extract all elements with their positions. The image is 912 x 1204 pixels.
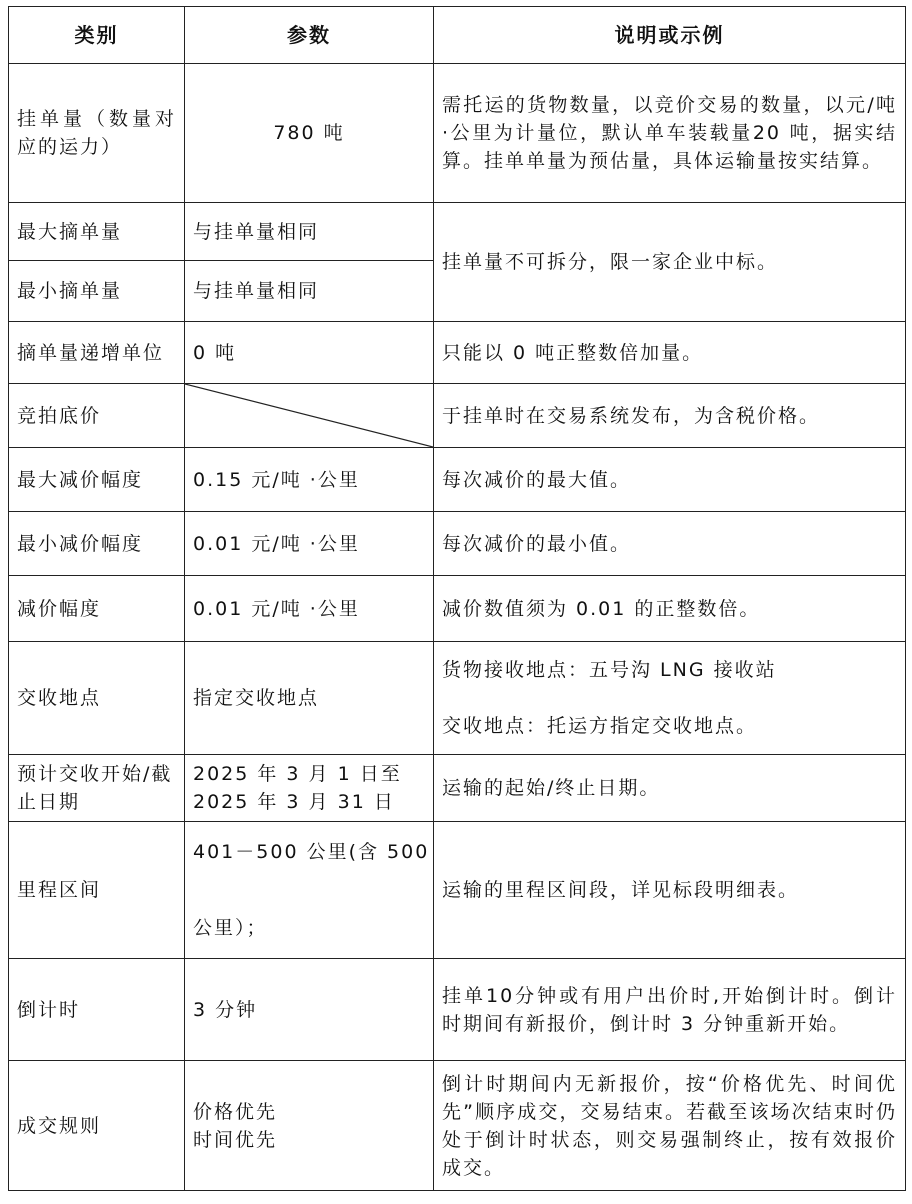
table-row xyxy=(9,576,906,642)
table-row xyxy=(9,1061,906,1191)
parameter-cell: 3 分钟 xyxy=(185,959,434,1061)
description-cell xyxy=(434,642,906,755)
description-cell: 挂单10分钟或有用户出价时,开始倒计时。倒计时期间有新报价，倒计时 3 分钟重新开始。 xyxy=(434,959,906,1061)
category-cell: 最小摘单量 xyxy=(9,261,185,322)
table-row xyxy=(9,322,906,384)
header-description: 说明或示例 xyxy=(434,7,906,64)
header-category: 类别 xyxy=(9,7,185,64)
parameter-cell xyxy=(185,822,434,959)
parameter-cell: 780 吨 xyxy=(185,64,434,203)
description-cell: 每次减价的最大值。 xyxy=(434,448,906,512)
header-row xyxy=(9,7,906,64)
table-row xyxy=(9,959,906,1061)
category-cell: 减价幅度 xyxy=(9,576,185,642)
parameter-cell: 与挂单量相同 xyxy=(185,261,434,322)
parameter-line: 2025 年 3 月 31 日 xyxy=(193,791,395,813)
table-row xyxy=(9,755,906,822)
parameter-cell xyxy=(185,755,434,822)
description-cell: 倒计时期间内无新报价，按“价格优先、时间优先”顺序成交，交易结束。若截至该场次结束时仍处于倒计时状态，则交易强制终止，按有效报价成交。 xyxy=(434,1061,906,1191)
description-cell: 每次减价的最小值。 xyxy=(434,512,906,576)
category-cell: 交收地点 xyxy=(9,642,185,755)
table-row xyxy=(9,822,906,959)
description-cell: 运输的起始/终止日期。 xyxy=(434,755,906,822)
table-row xyxy=(9,64,906,203)
category-cell: 摘单量递增单位 xyxy=(9,322,185,384)
table-row xyxy=(9,642,906,755)
category-cell: 竞拍底价 xyxy=(9,384,185,448)
parameter-line: 401－500 公里(含 500 xyxy=(193,841,430,863)
parameter-cell xyxy=(185,1061,434,1191)
description-cell: 运输的里程区间段，详见标段明细表。 xyxy=(434,822,906,959)
category-cell: 最小减价幅度 xyxy=(9,512,185,576)
parameter-line: 公里）； xyxy=(193,917,268,939)
description-cell: 挂单量不可拆分，限一家企业中标。 xyxy=(434,203,906,322)
category-cell: 倒计时 xyxy=(9,959,185,1061)
parameter-cell-empty xyxy=(185,384,434,448)
parameter-cell: 指定交收地点 xyxy=(185,642,434,755)
description-cell: 于挂单时在交易系统发布，为含税价格。 xyxy=(434,384,906,448)
description-cell: 需托运的货物数量，以竞价交易的数量，以元/吨 ·公里为计量位，默认单车装载量20 吨，据实结算。挂单单量为预估量，具体运输量按实结算。 xyxy=(434,64,906,203)
parameter-cell: 0.01 元/吨 ·公里 xyxy=(185,576,434,642)
parameter-line: 时间优先 xyxy=(193,1128,278,1151)
parameter-line: 价格优先 xyxy=(193,1100,278,1123)
auction-parameter-table xyxy=(8,6,906,1191)
description-line: 货物接收地点：五号沟 LNG 接收站 xyxy=(442,659,777,681)
category-cell: 最大摘单量 xyxy=(9,203,185,261)
parameter-cell: 0 吨 xyxy=(185,322,434,384)
parameter-line: 2025 年 3 月 1 日至 xyxy=(193,763,402,785)
table-row xyxy=(9,384,906,448)
category-cell: 最大减价幅度 xyxy=(9,448,185,512)
description-cell: 只能以 0 吨正整数倍加量。 xyxy=(434,322,906,384)
header-parameter: 参数 xyxy=(185,7,434,64)
category-cell: 挂单量（数量对应的运力） xyxy=(9,64,185,203)
category-cell: 里程区间 xyxy=(9,822,185,959)
category-cell: 成交规则 xyxy=(9,1061,185,1191)
description-line: 交收地点：托运方指定交收地点。 xyxy=(442,715,758,737)
parameter-cell: 0.15 元/吨 ·公里 xyxy=(185,448,434,512)
description-cell: 减价数值须为 0.01 的正整数倍。 xyxy=(434,576,906,642)
table-row xyxy=(9,448,906,512)
parameter-cell: 与挂单量相同 xyxy=(185,203,434,261)
table-row xyxy=(9,512,906,576)
parameter-cell: 0.01 元/吨 ·公里 xyxy=(185,512,434,576)
diagonal-line xyxy=(185,384,433,447)
table-row xyxy=(9,203,906,261)
category-cell: 预计交收开始/截止日期 xyxy=(9,755,185,822)
